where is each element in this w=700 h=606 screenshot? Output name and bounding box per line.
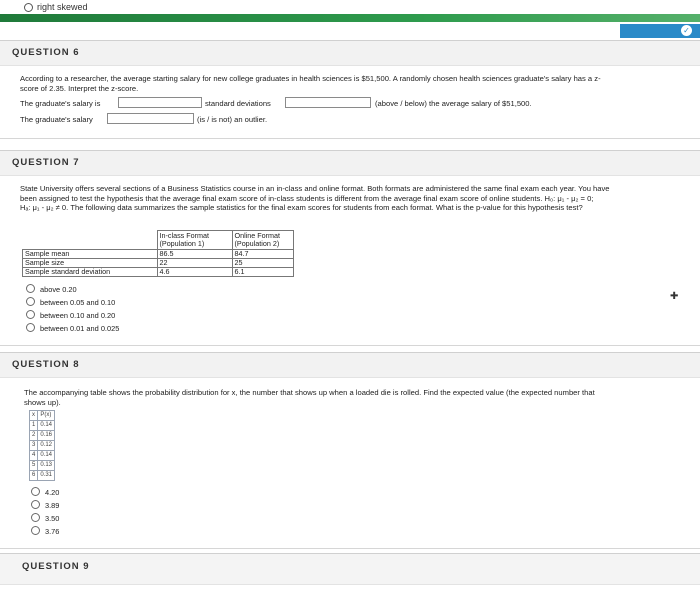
status-bar (620, 24, 700, 38)
divider (0, 138, 700, 139)
q8-option-1[interactable]: 4.20 (31, 487, 59, 497)
radio-icon[interactable] (26, 284, 35, 293)
table-row: 3 0.12 (30, 441, 55, 451)
q6-above-below-input[interactable] (285, 97, 371, 108)
q6-row1-mid: standard deviations (205, 99, 271, 108)
table-row: Sample mean 86.5 84.7 (23, 250, 294, 259)
radio-icon[interactable] (24, 3, 33, 12)
question-6-header (0, 40, 700, 66)
radio-icon[interactable] (26, 310, 35, 319)
q7-option-4[interactable]: between 0.01 and 0.025 (26, 323, 119, 333)
table-row: 1 0.14 (30, 421, 55, 431)
table-row: 4 0.14 (30, 451, 55, 461)
col-header-online: Online Format (Population 2) (232, 231, 293, 250)
option-right-skewed[interactable]: right skewed (24, 2, 88, 12)
question-8-title: QUESTION 8 (12, 359, 80, 370)
table-row: 5 0.13 (30, 461, 55, 471)
q6-row2-label: The graduate's salary (20, 115, 93, 124)
q7-option-2[interactable]: between 0.05 and 0.10 (26, 297, 115, 307)
divider (0, 548, 700, 549)
q8-option-4[interactable]: 3.76 (31, 526, 59, 536)
table-row: 6 0.31 (30, 471, 55, 481)
radio-icon[interactable] (26, 323, 35, 332)
question-9-title: QUESTION 9 (22, 561, 90, 572)
q6-row1-end: (above / below) the average salary of $51,500. (375, 99, 532, 108)
radio-icon[interactable] (31, 513, 40, 522)
check-icon: ✓ (681, 25, 692, 36)
table-row: 2 0.16 (30, 431, 55, 441)
radio-icon[interactable] (26, 297, 35, 306)
question-7-title: QUESTION 7 (12, 157, 80, 168)
q8-option-3[interactable]: 3.50 (31, 513, 59, 523)
question-7-header (0, 150, 700, 176)
question-8-header (0, 352, 700, 378)
radio-icon[interactable] (31, 526, 40, 535)
top-banner (0, 14, 700, 22)
question-9-header (0, 553, 700, 585)
col-header-in-class: In-class Format (Population 1) (157, 231, 232, 250)
divider (0, 345, 700, 346)
q7-option-1[interactable]: above 0.20 (26, 284, 77, 294)
question-6-text: According to a researcher, the average starting salary for new college graduates in health sciences is $51,500. A randomly chosen health sciences graduate's salary has a z- score of 2.35. Interpret the z-score. (20, 74, 601, 93)
table-row: Sample size 22 25 (23, 259, 294, 268)
q6-row1-label: The graduate's salary is (20, 99, 101, 108)
q7-option-3[interactable]: between 0.10 and 0.20 (26, 310, 115, 320)
question-7-text: State University offers several sections of a Business Statistics course in an in-class and online format. Both formats are administered the same final exam each year. You have been assigned to test the hypothesis that the average final exam score of in-class students is different from the average final exam score of online students. H₀: μ₁ - μ₂ = 0; Hₐ: μ₁ - μ₂ ≠ 0. The following data summarizes the sample statistics for the final exam scores for students from each format. What is the p-value for this hypothesis test? (20, 184, 610, 212)
question-8-text: The accompanying table shows the probability distribution for x, the number that shows up when a loaded die is rolled. Find the expected value (the expected number that shows up). (24, 388, 595, 407)
q6-sd-count-input[interactable] (118, 97, 202, 108)
q6-outlier-input[interactable] (107, 113, 194, 124)
probability-distribution-table: x P(x) 1 0.14 2 0.16 3 0.12 4 0.14 5 0.13 6 0.31 (29, 410, 55, 481)
table-row: Sample standard deviation 4.6 6.1 (23, 268, 294, 277)
sample-statistics-table (22, 230, 294, 277)
question-6-title: QUESTION 6 (12, 47, 80, 58)
q6-row2-end: (is / is not) an outlier. (197, 115, 268, 124)
radio-icon[interactable] (31, 500, 40, 509)
previous-question-tail (0, 0, 700, 14)
q8-option-2[interactable]: 3.89 (31, 500, 59, 510)
radio-icon[interactable] (31, 487, 40, 496)
mouse-pointer-icon: ✚ (670, 291, 679, 302)
